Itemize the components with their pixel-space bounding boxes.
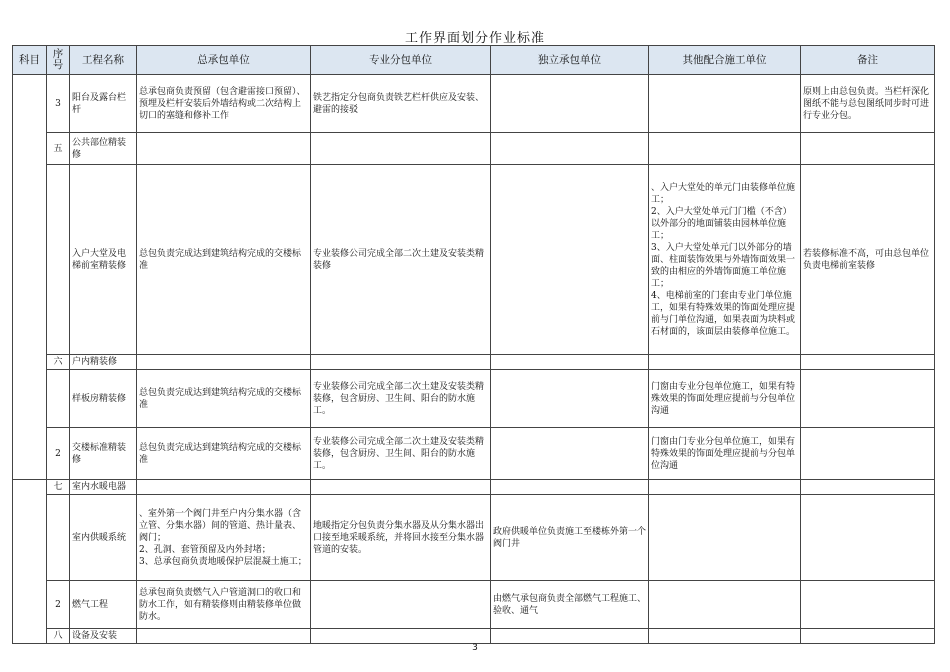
empty-cell: [649, 629, 801, 644]
empty-cell: [801, 480, 935, 495]
remark-cell: [801, 495, 935, 581]
empty-cell: [311, 629, 491, 644]
header-specialty: 专业分包单位: [311, 46, 491, 75]
seq-cell: 2: [47, 581, 70, 629]
other-cell: 门窗由门专业分包单位施工，如果有特殊效果的饰面处理应提前与分包单位沟通: [649, 428, 801, 480]
project-cell: 户内精装修: [70, 355, 137, 370]
empty-cell: [801, 133, 935, 165]
independent-cell: [491, 165, 649, 355]
header-subject: 科目: [13, 46, 47, 75]
empty-cell: [491, 133, 649, 165]
remark-cell: 原则上由总包负责。当栏杆深化图纸不能与总包图纸同步时可进行专业分包。: [801, 75, 935, 133]
seq-cell: 七: [47, 480, 70, 495]
general-cell: 总包负责完成达到建筑结构完成的交楼标准: [137, 428, 311, 480]
project-cell: 入户大堂及电梯前室精装修: [70, 165, 137, 355]
table-row: [13, 581, 935, 629]
header-seq: 序号: [47, 46, 70, 75]
project-cell: 交楼标准精装修: [70, 428, 137, 480]
section-row: [13, 629, 935, 644]
header-independent: 独立承包单位: [491, 46, 649, 75]
empty-cell: [311, 133, 491, 165]
seq-cell: 3: [47, 75, 70, 133]
empty-cell: [649, 480, 801, 495]
empty-cell: [491, 480, 649, 495]
independent-cell: 由燃气承包商负责全部燃气工程施工、验收、通气: [491, 581, 649, 629]
remark-cell: [801, 370, 935, 428]
work-division-table: [12, 45, 935, 644]
subject-cell: [13, 480, 47, 644]
table-row: [13, 75, 935, 133]
general-cell: 、室外第一个阀门井至户内分集水器（含立管、分集水器）间的管道、热计量表、阀门； 2、孔洞、套管预留及内外封堵； 3、总承包商负责地暖保护层混凝土施工；: [137, 495, 311, 581]
independent-cell: [491, 75, 649, 133]
header-row: [13, 46, 935, 75]
other-cell: [649, 581, 801, 629]
table-row: [13, 165, 935, 355]
page-title: 工作界面划分作业标准: [404, 31, 545, 46]
specialty-cell: 专业装修公司完成全部二次土建及安装类精装修: [311, 165, 491, 355]
table-row: [13, 428, 935, 480]
remark-cell: [801, 581, 935, 629]
empty-cell: [801, 355, 935, 370]
specialty-cell: 专业装修公司完成全部二次土建及安装类精装修，包含厨房、卫生间、阳台的防水施工。: [311, 370, 491, 428]
independent-cell: [491, 370, 649, 428]
remark-cell: 若装修标准不高，可由总包单位负责电梯前室装修: [801, 165, 935, 355]
empty-cell: [311, 355, 491, 370]
seq-cell: [47, 495, 70, 581]
seq-cell: 2: [47, 428, 70, 480]
independent-cell: [491, 428, 649, 480]
section-row: [13, 480, 935, 495]
section-row: [13, 355, 935, 370]
specialty-cell: 地暖指定分包负责分集水器及从分集水器出口接至地采暖系统，并将回水接至分集水器管道的安装。: [311, 495, 491, 581]
specialty-cell: [311, 581, 491, 629]
project-cell: 室内供暖系统: [70, 495, 137, 581]
empty-cell: [649, 133, 801, 165]
header-remark: 备注: [801, 46, 935, 75]
empty-cell: [649, 355, 801, 370]
specialty-cell: 铁艺指定分包商负责铁艺栏杆供应及安装、避雷的接驳: [311, 75, 491, 133]
empty-cell: [137, 355, 311, 370]
table-row: [13, 495, 935, 581]
empty-cell: [137, 629, 311, 644]
header-general: 总承包单位: [137, 46, 311, 75]
seq-cell: 六: [47, 355, 70, 370]
project-cell: 设备及安装: [70, 629, 137, 644]
other-cell: 门窗由专业分包单位施工，如果有特殊效果的饰面处理应提前与分包单位沟通: [649, 370, 801, 428]
independent-cell: 政府供暖单位负责施工至楼栋外第一个阀门井: [491, 495, 649, 581]
empty-cell: [491, 629, 649, 644]
project-cell: 公共部位精装修: [70, 133, 137, 165]
general-cell: 总包负责完成达到建筑结构完成的交楼标准: [137, 165, 311, 355]
empty-cell: [491, 355, 649, 370]
seq-cell: [47, 165, 70, 355]
empty-cell: [801, 629, 935, 644]
empty-cell: [311, 480, 491, 495]
project-cell: 燃气工程: [70, 581, 137, 629]
remark-cell: [801, 428, 935, 480]
subject-cell: [13, 75, 47, 480]
general-cell: 总包负责完成达到建筑结构完成的交楼标准: [137, 370, 311, 428]
empty-cell: [137, 480, 311, 495]
project-cell: 阳台及露台栏杆: [70, 75, 137, 133]
seq-cell: 五: [47, 133, 70, 165]
specialty-cell: 专业装修公司完成全部二次土建及安装类精装修，包含厨房、卫生间、阳台的防水施工。: [311, 428, 491, 480]
other-cell: [649, 495, 801, 581]
general-cell: 总承包商负责预留（包含避雷接口预留）、预埋及栏杆安装后外墙结构或二次结构上切口的塞缝和修补工作: [137, 75, 311, 133]
section-row: [13, 133, 935, 165]
seq-cell: 八: [47, 629, 70, 644]
other-cell: 、入户大堂处的单元门由装修单位施工； 2、入户大堂处单元门门槛（不含）以外部分的地面铺装由园林单位施工； 3、入户大堂处单元门以外部分的墙面、柱面装饰效果与外墙饰面效果一致的由相应的外墙饰面施工单位施工； 4、电梯前室的门套由专业门单位施工，如果有特殊效果的饰面处理应提前与门单位沟通，如果表面为块料或石材面的，该面层由装修单位施工。: [649, 165, 801, 355]
table-row: [13, 370, 935, 428]
project-cell: 样板房精装修: [70, 370, 137, 428]
general-cell: 总承包商负责燃气入户管道洞口的收口和防水工作，如有精装修则由精装修单位做防水。: [137, 581, 311, 629]
seq-cell: [47, 370, 70, 428]
other-cell: [649, 75, 801, 133]
page-number: 3: [472, 643, 478, 653]
empty-cell: [137, 133, 311, 165]
project-cell: 室内水暖电器: [70, 480, 137, 495]
header-other: 其他配合施工单位: [649, 46, 801, 75]
header-project: 工程名称: [70, 46, 137, 75]
